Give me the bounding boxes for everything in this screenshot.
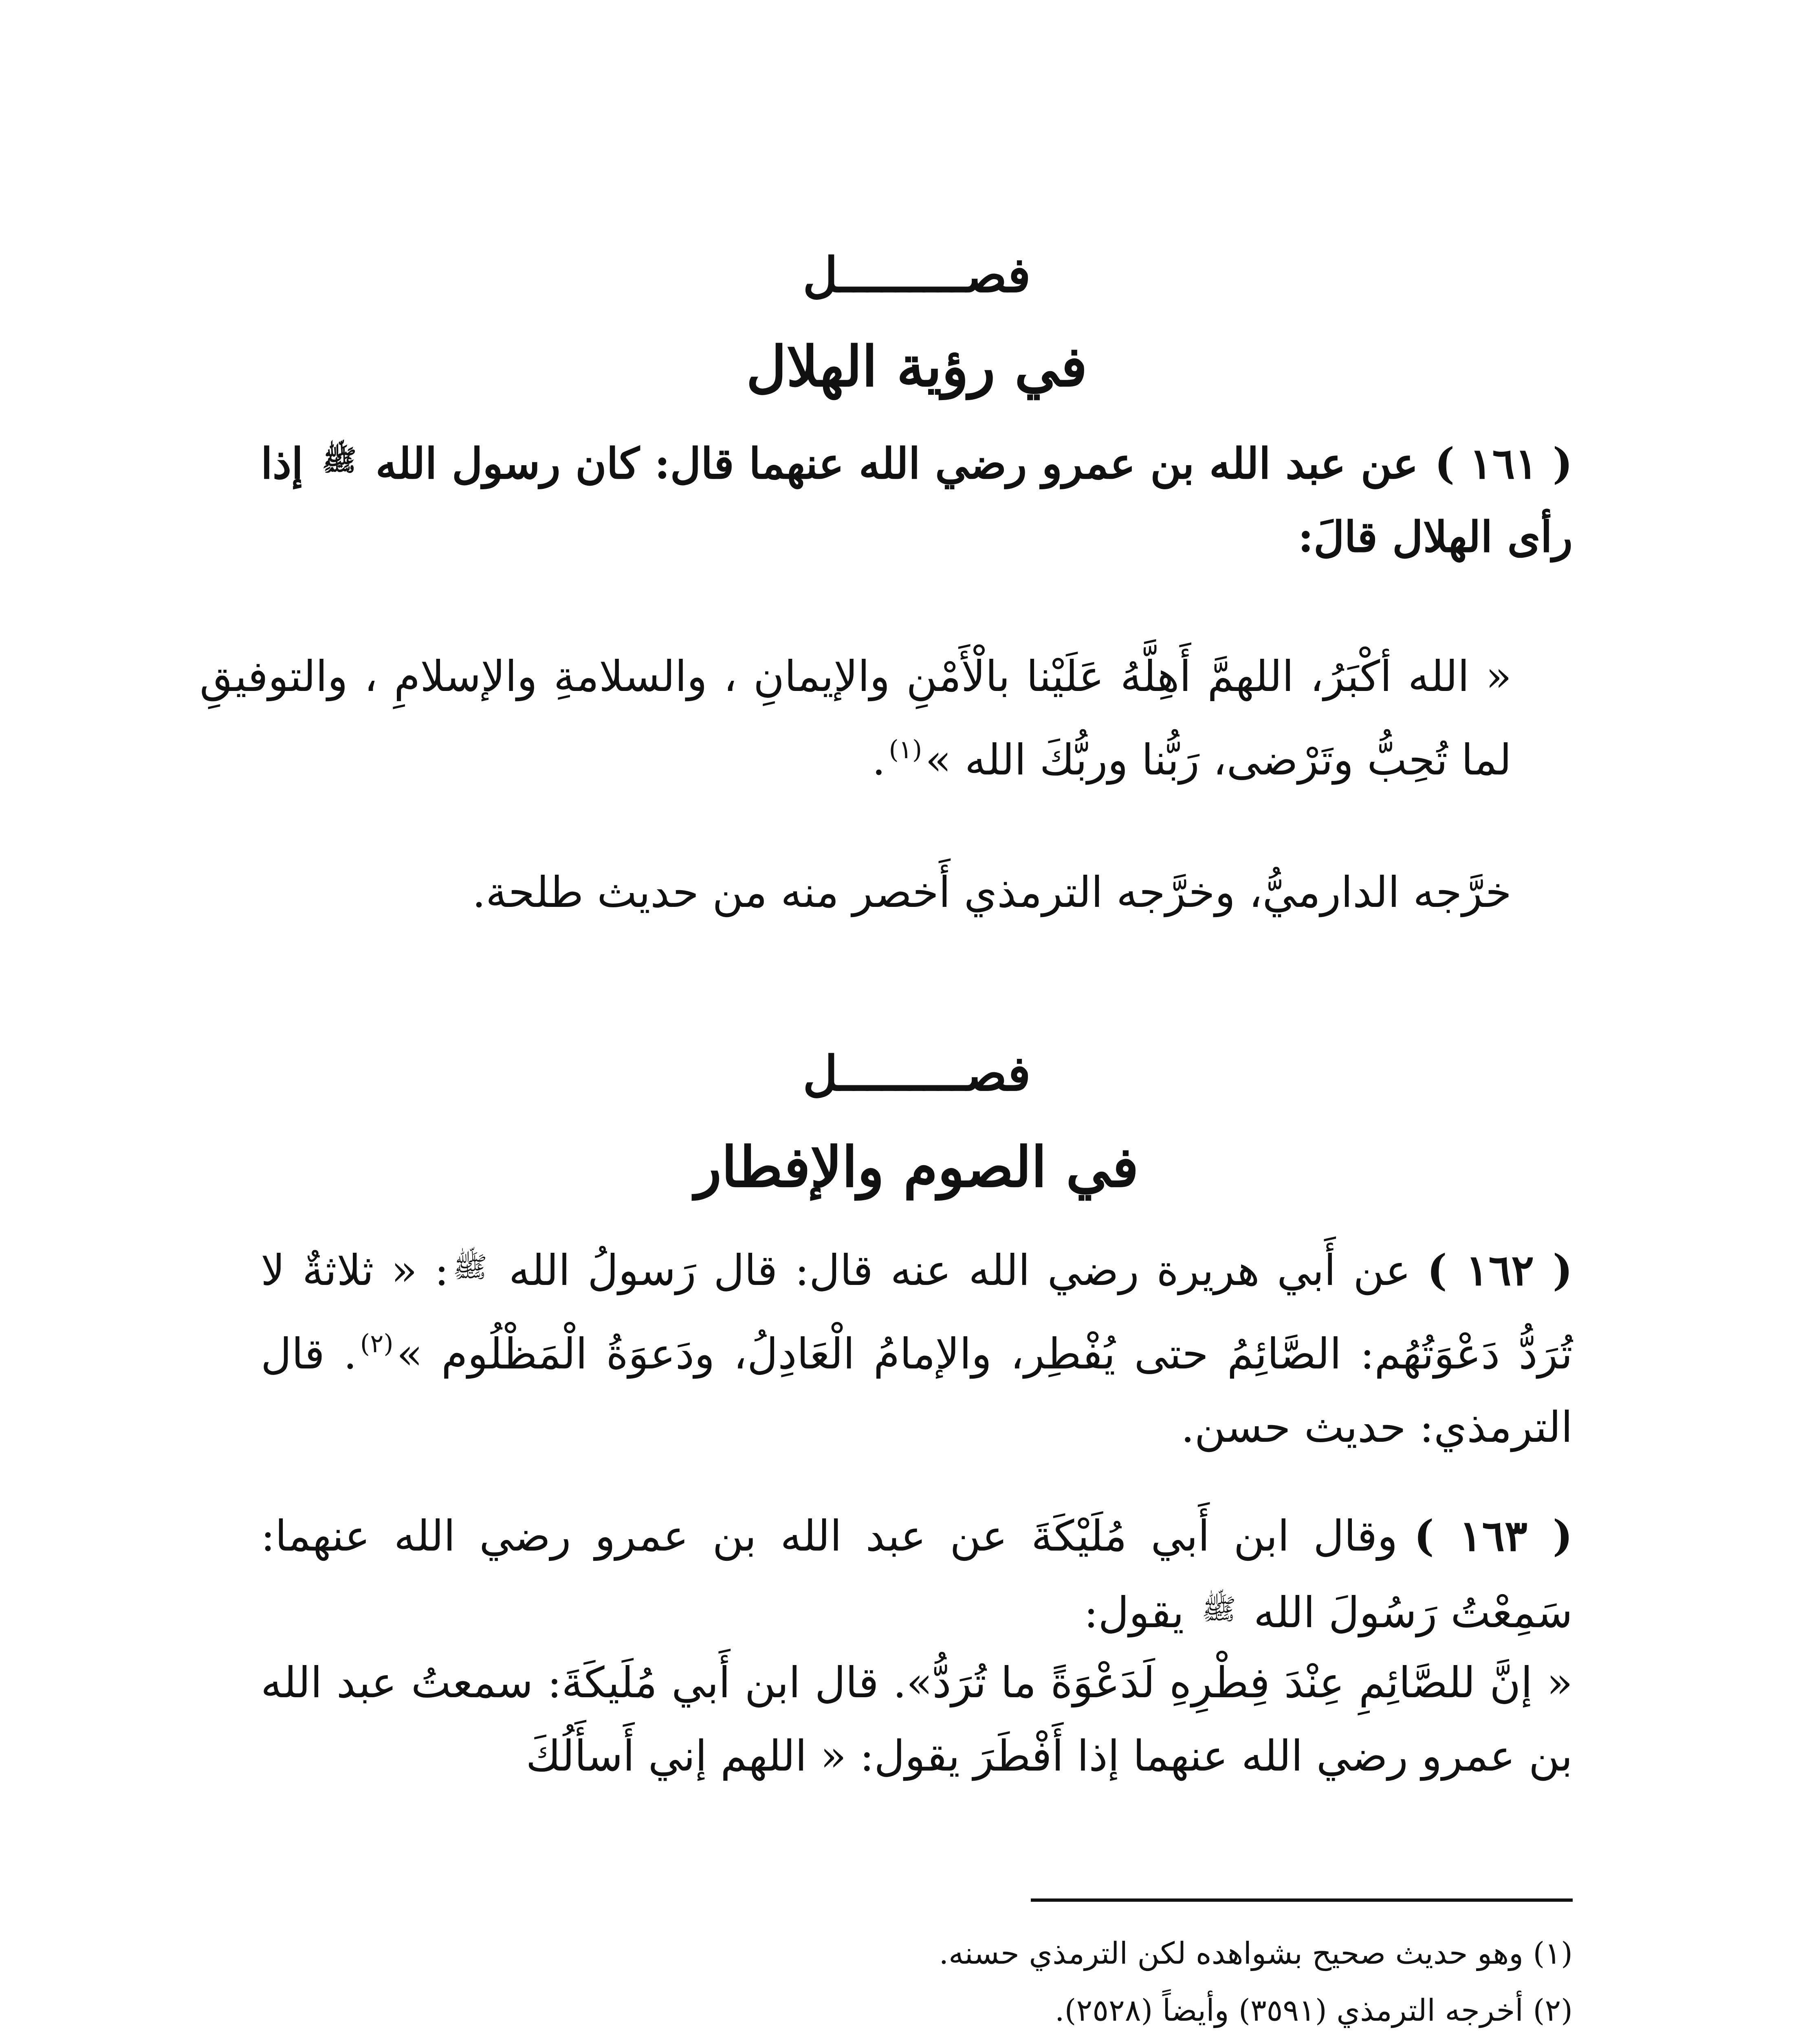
- hadith-163: [261, 1499, 1573, 1649]
- salawat-symbol: ﷺ: [453, 1250, 488, 1284]
- footnote-number: (١): [1533, 1936, 1573, 1971]
- hadith-text: « ثلاثةٌ لا تُرَدُّ دَعْوَتُهُم: الصَّائِمُ حتى يُفْطِر، والإمامُ الْعَادِلُ، ودَعوَةُ الْمَظْلُوم »: [261, 1245, 1573, 1379]
- document-page: [200, 244, 1573, 2037]
- hadith-number: ( ١٦٢ ): [1427, 1245, 1573, 1295]
- footnote-ref: (١): [889, 735, 922, 764]
- footnote-divider: [1031, 1898, 1573, 1902]
- hadith-intro-end: إذا رأى الهلال قالَ:: [261, 438, 1573, 562]
- footnote-text: وهو حديث صحيح بشواهده لكن الترمذي حسنه.: [939, 1936, 1523, 1971]
- section-heading-word: [261, 1043, 1573, 1104]
- section-word-text: فصـــــــــل: [803, 1045, 1031, 1102]
- hadith-163-text: « إنَّ للصَّائِمِ عِنْدَ فِطْرِهِ لَدَعْوَةً ما تُرَدُّ». قال ابن أَبي مُلَيكَةَ: سمعتُ عبد الله بن عمرو رضي الله عنهما إذا أَفْطَرَ يقول: « اللهم إني أَسأَلُكَ: [261, 1658, 1573, 1781]
- footnote-text: أخرجه الترمذي (٣٥٩١) وأيضاً (٢٥٢٨).: [1055, 1993, 1523, 2028]
- hadith-intro-end: يقول:: [1084, 1588, 1184, 1637]
- footnote-ref: (٢): [360, 1329, 394, 1358]
- hadith-161-takhrij: خرَّجه الدارميُّ، وخرَّجه الترمذي أَخصر منه من حديث طلحة.: [472, 867, 1512, 917]
- hadith-161-dua: [200, 640, 1573, 796]
- footnote-1: [261, 1927, 1573, 1980]
- section-heading-word: [261, 244, 1573, 306]
- hadith-162: [261, 1230, 1573, 1464]
- dua-end: .: [872, 735, 886, 785]
- salawat-symbol: ﷺ: [322, 443, 357, 477]
- hadith-intro-end: :: [434, 1245, 449, 1295]
- hadith-161-intro: [261, 424, 1573, 574]
- footnote-2: [261, 1984, 1573, 2037]
- hadith-text-end: . قال الترمذي: حديث حسن.: [261, 1329, 1573, 1452]
- hadith-intro-text: عن أَبي هريرة رضي الله عنه قال: قال رَسولُ الله: [508, 1245, 1411, 1295]
- dua-text: « الله أكْبَرُ، اللهمَّ أَهِلَّهُ عَلَيْنا بالْأَمْنِ والإيمانِ ، والسلامةِ والإسلامِ ، والتوفيقِ لما تُحِبُّ وتَرْضى، رَبُّنا وربُّكَ الله »: [200, 651, 1512, 785]
- section-title: في رؤية الهلال: [746, 334, 1087, 399]
- hadith-intro-text: وقال ابن أَبي مُلَيْكَةَ عن عبد الله بن عمرو رضي الله عنهما: سَمِعْتُ رَسُولَ الله: [261, 1511, 1573, 1637]
- hadith-intro-text: عن عبد الله بن عمرو رضي الله عنهما قال: كان رسول الله: [375, 438, 1418, 488]
- hadith-number: ( ١٦١ ): [1434, 438, 1573, 488]
- section-title: في الصوم والإفطار: [695, 1135, 1139, 1200]
- salawat-symbol: ﷺ: [1202, 1593, 1236, 1626]
- footnote-number: (٢): [1533, 1993, 1573, 2028]
- hadith-number: ( ١٦٣ ): [1414, 1511, 1573, 1561]
- section-word-text: فصـــــــــل: [803, 246, 1031, 303]
